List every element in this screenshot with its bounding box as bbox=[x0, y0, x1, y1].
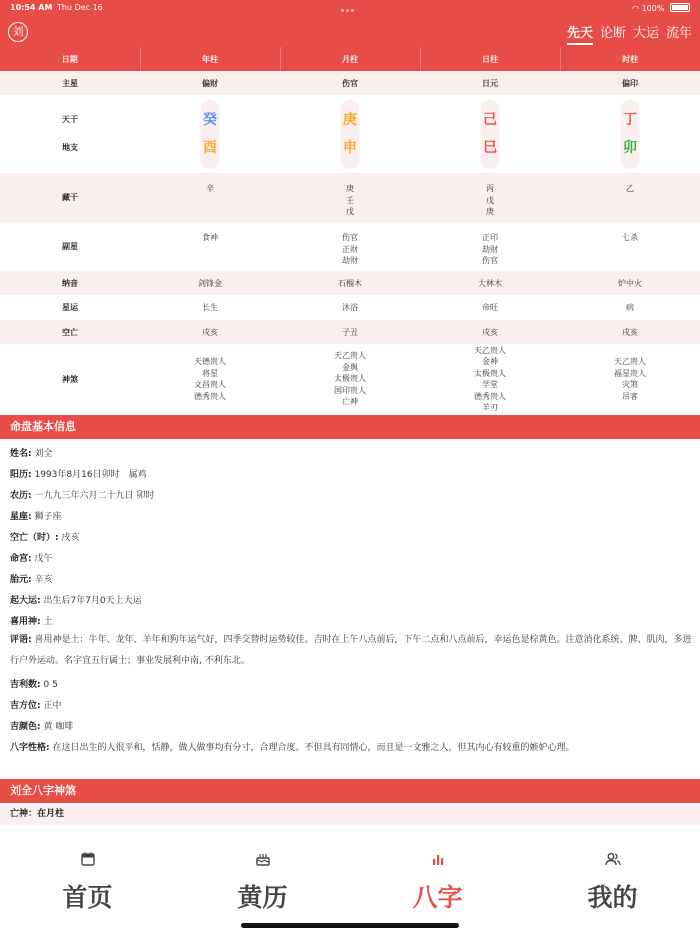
row-fuxing bbox=[0, 222, 700, 271]
section-title-shensha: 刘全八字神煞 bbox=[0, 779, 700, 803]
row-label: 藏干 bbox=[0, 173, 140, 222]
dizhi-char: 申 bbox=[343, 140, 357, 156]
tiangan-char: 庚 bbox=[343, 112, 357, 128]
cell-line: 天德贵人 bbox=[194, 357, 226, 366]
cell: 长生 bbox=[202, 303, 218, 312]
ganzhi-cell bbox=[420, 95, 560, 173]
cell-line: 文昌贵人 bbox=[194, 380, 226, 389]
col-header-date: 日期 bbox=[0, 47, 140, 71]
cell-line: 乙 bbox=[626, 184, 634, 193]
cell-line: 辛 bbox=[206, 184, 214, 193]
ganzhi-pill bbox=[481, 100, 499, 168]
info-value: 土 bbox=[43, 617, 53, 627]
home-indicator[interactable] bbox=[241, 923, 459, 928]
section-title-basic-info: 命盘基本信息 bbox=[0, 415, 700, 439]
info-value: 0 5 bbox=[43, 680, 58, 690]
info-value: 刘全 bbox=[34, 449, 53, 459]
tiangan-char: 癸 bbox=[203, 112, 217, 128]
ganzhi-cell bbox=[140, 95, 280, 173]
tab-label: 首页 bbox=[62, 883, 113, 912]
cell: 戌亥 bbox=[420, 320, 560, 344]
cell bbox=[140, 222, 280, 271]
cell-line: 戊 bbox=[346, 207, 354, 216]
cell-line: 将星 bbox=[202, 368, 218, 378]
cell bbox=[560, 344, 700, 414]
info-row-taiyuan bbox=[10, 572, 695, 593]
table-header-row bbox=[0, 47, 700, 71]
info-row-color bbox=[10, 719, 695, 740]
avatar[interactable]: 刘 bbox=[8, 22, 28, 42]
info-label: 星座: bbox=[10, 512, 32, 522]
users-icon bbox=[605, 852, 621, 866]
bottom-tab-bar bbox=[0, 829, 700, 935]
battery-icon bbox=[670, 3, 690, 12]
tab-dayun[interactable]: 大运 bbox=[632, 26, 659, 41]
info-label: 空亡（时）: bbox=[10, 533, 59, 543]
cell bbox=[420, 222, 560, 271]
col-header-month: 月柱 bbox=[280, 47, 420, 71]
cell-line: 金舆 bbox=[342, 362, 358, 372]
cell-line: 壬 bbox=[346, 195, 354, 205]
tab-home[interactable] bbox=[0, 830, 175, 935]
cake-icon bbox=[256, 852, 270, 866]
cell-line: 吊客 bbox=[622, 391, 638, 401]
cell: 剑锋金 bbox=[140, 271, 280, 295]
row-nayin bbox=[0, 271, 700, 295]
row-label: 空亡 bbox=[0, 320, 140, 344]
shensha-row: 亡神：在月柱 bbox=[0, 805, 700, 825]
ganzhi-pill bbox=[201, 100, 219, 168]
cell: 沐浴 bbox=[342, 303, 358, 312]
cell-line: 伤官 bbox=[342, 233, 358, 242]
row-label: 神煞 bbox=[62, 374, 78, 384]
info-value: 正中 bbox=[43, 701, 62, 711]
cell: 偏印 bbox=[560, 71, 700, 95]
cell-line: 灾煞 bbox=[622, 380, 638, 389]
info-label: 命宫: bbox=[10, 554, 32, 564]
info-row-solar bbox=[10, 467, 695, 488]
cell bbox=[280, 344, 420, 414]
cell-line: 福星贵人 bbox=[614, 368, 646, 378]
ganzhi-cell bbox=[560, 95, 700, 173]
col-header-hour: 时柱 bbox=[560, 47, 700, 71]
cell: 大林木 bbox=[420, 271, 560, 295]
info-label: 八字性格: bbox=[10, 743, 50, 753]
multitask-dots-icon[interactable] bbox=[341, 5, 359, 9]
cell bbox=[420, 173, 560, 222]
status-right bbox=[632, 3, 690, 13]
tab-bazi[interactable] bbox=[350, 830, 525, 935]
tab-huangli[interactable] bbox=[175, 830, 350, 935]
cell-line: 太极贵人 bbox=[474, 368, 506, 378]
info-label: 胎元: bbox=[10, 575, 32, 585]
bar-chart-icon bbox=[431, 852, 445, 866]
status-bar bbox=[0, 0, 700, 16]
cell bbox=[420, 344, 560, 414]
info-row-direction bbox=[10, 698, 695, 719]
cell-line: 德秀贵人 bbox=[474, 391, 506, 401]
col-header-year: 年柱 bbox=[140, 47, 280, 71]
cell-line: 伤官 bbox=[482, 256, 498, 265]
row-xingyun bbox=[0, 295, 700, 320]
info-label: 吉方位: bbox=[10, 701, 41, 711]
info-label: 农历: bbox=[10, 491, 32, 501]
dizhi-char: 卯 bbox=[623, 140, 637, 156]
row-label-ganzhi bbox=[0, 95, 140, 173]
row-label: 主星 bbox=[0, 71, 140, 95]
cell-line: 食神 bbox=[202, 233, 218, 242]
cell bbox=[560, 173, 700, 222]
info-value: 喜用神是土：牛年、龙年、羊年和狗年运气好，四季交替时运势较佳。吉时在上午八点前后，下午二点和八点前后，幸运色是棕黄色。注意消化系统、脾、肌肉，多进行户外运动。名字宜五行属土；事业发展利中南, 不利东北。 bbox=[10, 635, 692, 666]
cell-line: 天乙贵人 bbox=[614, 357, 646, 366]
cell: 石榴木 bbox=[280, 271, 420, 295]
info-value: 出生后7年7月0天上大运 bbox=[43, 596, 142, 606]
cell-line: 亡神 bbox=[342, 397, 358, 407]
row-label: 地支 bbox=[62, 143, 78, 152]
ganzhi-cell bbox=[280, 95, 420, 173]
info-label: 阳历: bbox=[10, 470, 32, 480]
info-value: 1993年8月16日卯时 属鸡 bbox=[34, 470, 147, 480]
cell-line: 戊 bbox=[486, 195, 494, 205]
row-label: 天干 bbox=[62, 115, 78, 124]
cell: 偏财 bbox=[140, 71, 280, 95]
row-canggan bbox=[0, 173, 700, 222]
cell-line: 劫财 bbox=[342, 256, 358, 265]
cell bbox=[280, 173, 420, 222]
calendar-icon bbox=[81, 852, 95, 866]
basic-info-list bbox=[10, 446, 695, 761]
cell-line: 天乙贵人 bbox=[334, 351, 366, 361]
cell: 日元 bbox=[420, 71, 560, 95]
ganzhi-pill bbox=[621, 100, 639, 168]
cell-line: 天乙贵人 bbox=[474, 345, 506, 355]
tiangan-char: 己 bbox=[483, 112, 497, 128]
info-value: 黄 咖啡 bbox=[43, 722, 74, 732]
info-label: 喜用神: bbox=[10, 617, 41, 627]
status-date: Thu Dec 16 bbox=[57, 3, 103, 12]
tab-label: 我的 bbox=[587, 883, 638, 912]
dizhi-char: 巳 bbox=[483, 140, 497, 156]
ganzhi-pill bbox=[341, 100, 359, 168]
cell bbox=[140, 344, 280, 414]
cell-line: 国印贵人 bbox=[334, 385, 366, 395]
tab-lunduan[interactable]: 论断 bbox=[599, 26, 626, 41]
tab-label: 黄历 bbox=[237, 883, 288, 912]
cell: 炉中火 bbox=[560, 271, 700, 295]
col-header-day: 日柱 bbox=[420, 47, 560, 71]
info-row-comment bbox=[10, 630, 695, 672]
cell-line: 七杀 bbox=[622, 233, 638, 242]
cell-line: 太极贵人 bbox=[334, 374, 366, 384]
info-row-name bbox=[10, 446, 695, 467]
info-label: 姓名: bbox=[10, 449, 32, 459]
tab-label: 八字 bbox=[412, 883, 463, 912]
cell-line: 学堂 bbox=[482, 380, 498, 389]
tiangan-char: 丁 bbox=[623, 112, 637, 128]
cell: 病 bbox=[626, 303, 634, 312]
cell-line: 丙 bbox=[486, 184, 494, 193]
cell-line: 庚 bbox=[486, 207, 494, 216]
battery-text: 100% bbox=[641, 4, 665, 13]
cell-line: 正财 bbox=[342, 244, 358, 254]
info-row-star bbox=[10, 509, 695, 530]
row-ganzhi bbox=[0, 95, 700, 173]
info-row-character bbox=[10, 740, 695, 761]
cell: 戌亥 bbox=[140, 320, 280, 344]
tab-mine[interactable] bbox=[525, 830, 700, 935]
info-label: 吉利数: bbox=[10, 680, 41, 690]
bazi-table bbox=[0, 47, 700, 414]
tab-liunian[interactable]: 流年 bbox=[665, 26, 692, 41]
info-row-qiyun bbox=[10, 593, 695, 614]
cell: 帝旺 bbox=[482, 303, 498, 312]
info-row-luckynum bbox=[10, 677, 695, 698]
info-value: 一九九三年六月二十九日 卯时 bbox=[34, 491, 155, 501]
cell-line: 正印 bbox=[482, 233, 498, 242]
row-shensha bbox=[0, 344, 700, 414]
info-value: 狮子座 bbox=[34, 512, 62, 522]
info-row-kongwang bbox=[10, 530, 695, 551]
cell-line: 金神 bbox=[482, 357, 498, 366]
row-label: 纳音 bbox=[0, 271, 140, 295]
top-tabs bbox=[567, 22, 692, 45]
cell: 子丑 bbox=[280, 320, 420, 344]
cell-line: 德秀贵人 bbox=[194, 391, 226, 401]
app-header bbox=[0, 0, 700, 47]
info-label: 吉颜色: bbox=[10, 722, 41, 732]
cell-line: 劫财 bbox=[482, 244, 498, 254]
info-label: 起大运: bbox=[10, 596, 41, 606]
cell: 伤官 bbox=[280, 71, 420, 95]
cell: 戌亥 bbox=[560, 320, 700, 344]
cell bbox=[140, 173, 280, 222]
info-row-lunar bbox=[10, 488, 695, 509]
status-time: 10:54 AM bbox=[10, 3, 53, 12]
row-label: 星运 bbox=[62, 303, 78, 312]
info-value: 戌亥 bbox=[61, 533, 80, 543]
cell bbox=[560, 222, 700, 271]
cell-line: 羊刃 bbox=[482, 403, 498, 412]
info-value: 辛亥 bbox=[34, 575, 53, 585]
info-value: 戊午 bbox=[34, 554, 53, 564]
info-value: 在这日出生的人很平和，恬静，做人做事均有分寸，合理合度。不但具有同情心，而且是一文雅之人，但其内心有较重的嫉妒心理。 bbox=[52, 743, 575, 753]
cell bbox=[280, 222, 420, 271]
info-label: 评语: bbox=[10, 635, 32, 645]
wifi-icon: ◠ bbox=[632, 4, 640, 13]
row-kongwang bbox=[0, 320, 700, 344]
row-zhuxing bbox=[0, 71, 700, 95]
info-row-minggong bbox=[10, 551, 695, 572]
tab-xiantian[interactable]: 先天 bbox=[567, 22, 593, 45]
cell-line: 庚 bbox=[346, 184, 354, 193]
dizhi-char: 酉 bbox=[203, 140, 217, 156]
row-label: 副星 bbox=[62, 242, 78, 251]
